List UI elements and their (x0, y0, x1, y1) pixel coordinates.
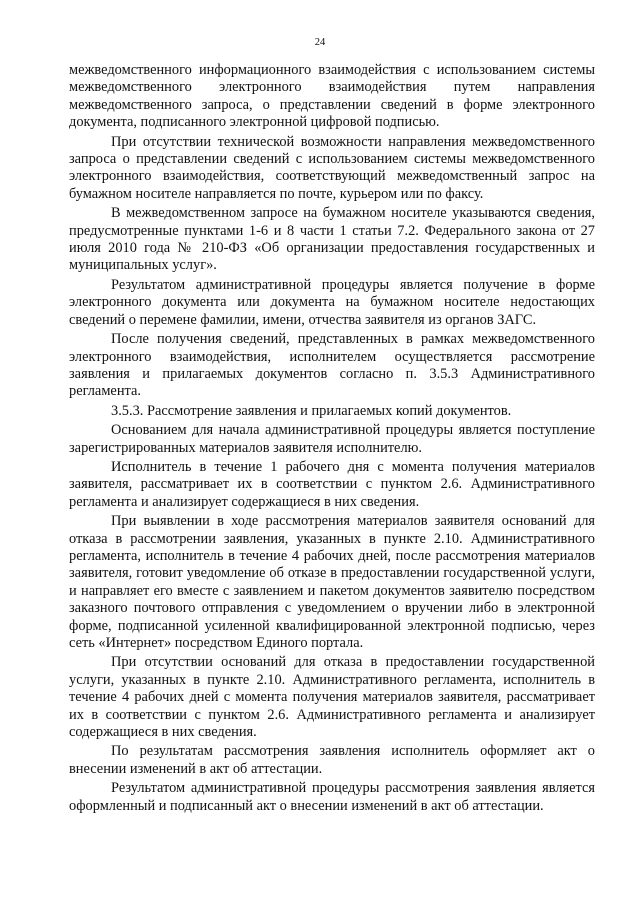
paragraph: При отсутствии оснований для отказа в предоставлении государственной услуги, указанных в пункте 2.10. Административного регламента, исполнитель в течение 4 рабочих дней с момента получения материалов заявителя, рассматривает их в соответствии с пунктом 2.6. Административного регламента и анализирует содержащиеся в них сведения. (69, 654, 595, 741)
paragraph: По результатам рассмотрения заявления исполнитель оформляет акт о внесении изменений в акт об аттестации. (69, 743, 595, 777)
section-heading: 3.5.3. Рассмотрение заявления и прилагаемых копий документов. (111, 402, 512, 419)
paragraph: Основанием для начала административной процедуры является поступление зарегистрированных материалов заявителя исполнителю. (69, 422, 595, 456)
document-body (69, 62, 595, 817)
paragraph: При выявлении в ходе рассмотрения материалов заявителя оснований для отказа в рассмотрении заявления, указанных в пункте 2.10. Административного регламента, исполнитель в течение 4 рабочих дней, после рассмотрения материалов заявителя, готовит уведомление об отказе в предоставлении государственной услуги, и направляет его вместе с заявлением и пакетом документов заявителю посредством заказного почтового отправления с уведомлением о вручении либо в электронной форме, подписанной усиленной квалифицированной электронной подписью, через сеть «Интернет» посредством Единого портала. (69, 513, 595, 651)
paragraph: межведомственного информационного взаимодействия с использованием системы межведомственного электронного взаимодействия путем направления межведомственного запроса, о представлении сведений в форме электронного документа, подписанного электронной цифровой подписью. (69, 62, 595, 131)
paragraph: Результатом административной процедуры является получение в форме электронного документа или документа на бумажном носителе недостающих сведений о перемене фамилии, имени, отчества заявителя из органов ЗАГС. (69, 276, 595, 328)
paragraph: Исполнитель в течение 1 рабочего дня с момента получения материалов заявителя, рассматривает их в соответствии с пунктом 2.6. Административного регламента и анализирует содержащиеся в них сведения. (69, 458, 595, 510)
page-number: 24 (314, 37, 326, 48)
paragraph: После получения сведений, представленных в рамках межведомственного электронного взаимодействия, исполнителем осуществляется рассмотрение заявления и прилагаемых документов согласно п. 3.5.3 Административного регламента. (69, 331, 595, 400)
paragraph: При отсутствии технической возможности направления межведомственного запроса о представлении сведений с использованием системы межведомственного электронного взаимодействия, соответствующий межведомственный запрос на бумажном носителе направляется по почте, курьером или по факсу. (69, 133, 595, 202)
paragraph: В межведомственном запросе на бумажном носителе указываются сведения, предусмотренные пунктами 1-6 и 8 части 1 статьи 7.2. Федерального закона от 27 июля 2010 года № 210-ФЗ «Об организации предоставления государственных и муниципальных услуг». (69, 205, 595, 274)
paragraph: Результатом административной процедуры рассмотрения заявления является оформленный и подписанный акт о внесении изменений в акт об аттестации. (69, 780, 595, 814)
